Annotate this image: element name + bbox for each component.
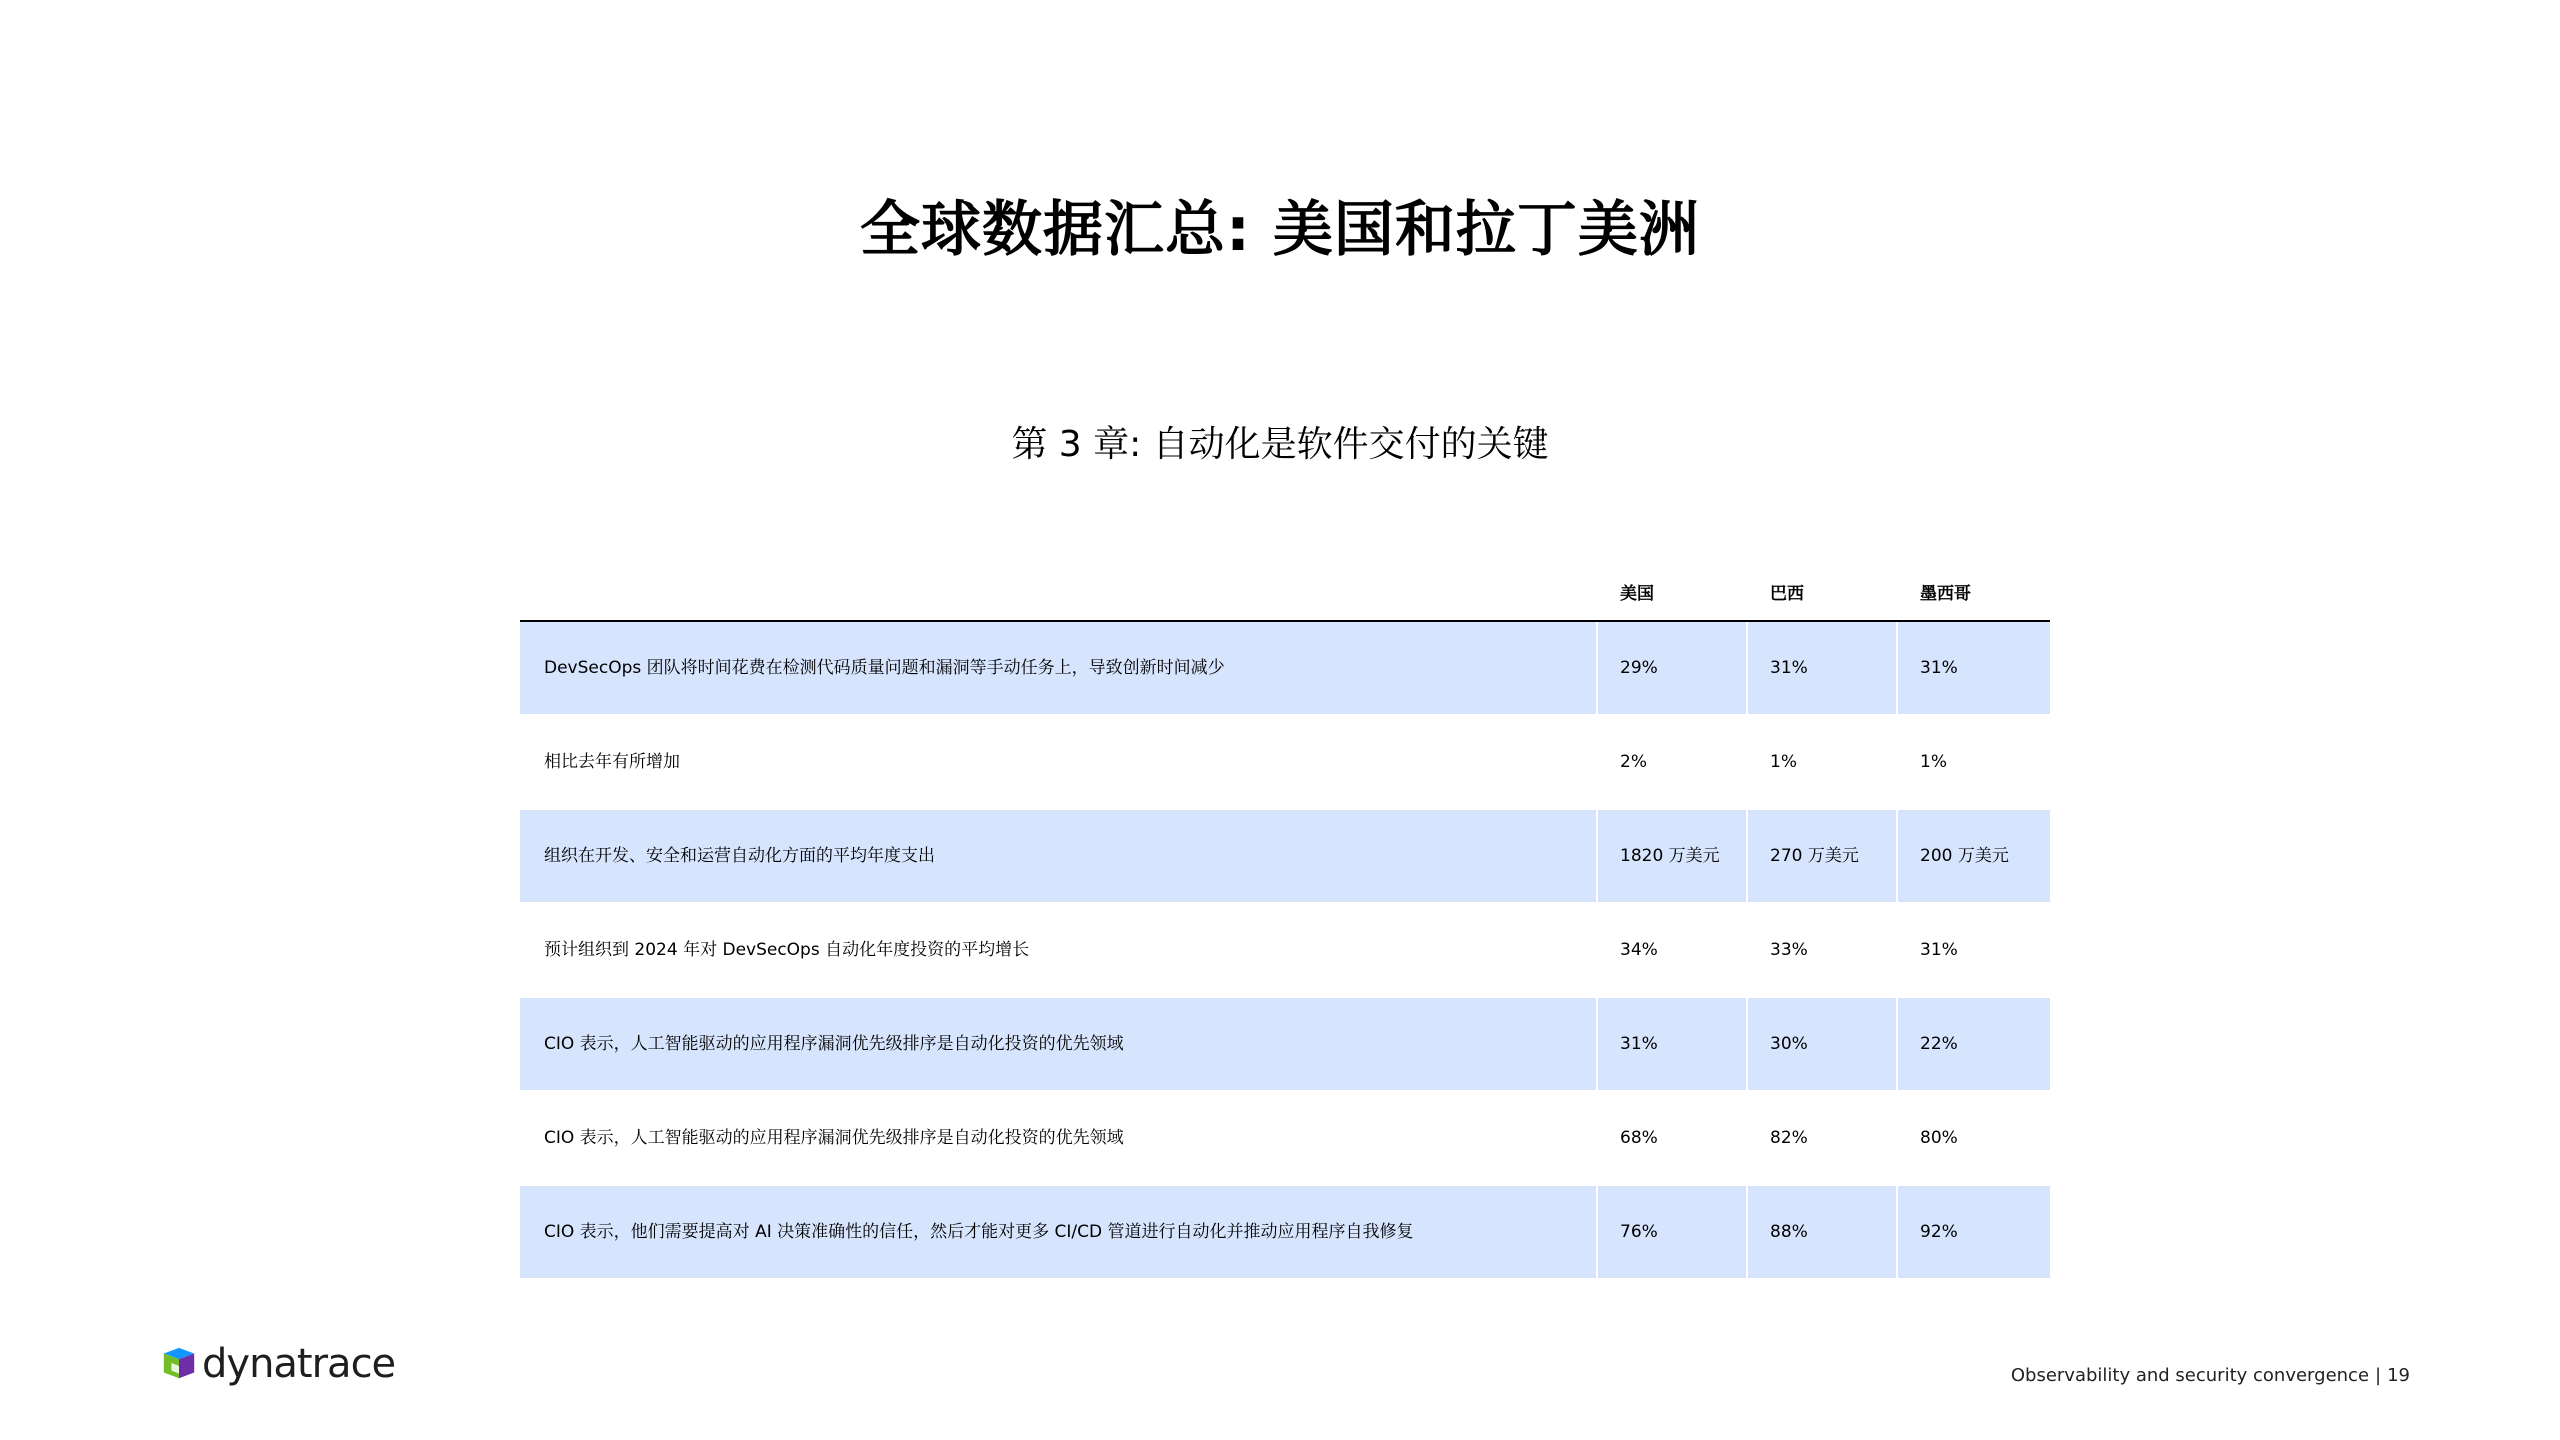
- chapter-title: 第 3 章: 自动化是软件交付的关键: [1011, 424, 1549, 465]
- value-brazil: 30%: [1748, 998, 1896, 1090]
- row-label: CIO 表示，人工智能驱动的应用程序漏洞优先级排序是自动化投资的优先领域: [520, 998, 1596, 1090]
- value-mexico: 1%: [1920, 752, 1947, 772]
- table-row: [520, 1092, 2050, 1186]
- value-mexico: 80%: [1920, 1128, 1958, 1148]
- footer-separator: |: [2375, 1365, 2382, 1386]
- value-brazil: 33%: [1770, 940, 1808, 960]
- value-brazil: 88%: [1748, 1186, 1896, 1278]
- value-usa: 1820 万美元: [1598, 810, 1746, 902]
- table-row: [520, 998, 2050, 1092]
- value-mexico: 31%: [1898, 622, 2050, 714]
- row-label: 预计组织到 2024 年对 DevSecOps 自动化年度投资的平均增长: [544, 940, 1030, 960]
- dynatrace-logo-icon: [160, 1344, 198, 1384]
- table-row: [520, 810, 2050, 904]
- row-label: DevSecOps 团队将时间花费在检测代码质量问题和漏洞等手动任务上，导致创新时间减少: [520, 622, 1596, 714]
- data-table: [520, 570, 2050, 1280]
- value-usa: 34%: [1620, 940, 1658, 960]
- value-brazil: 31%: [1748, 622, 1896, 714]
- row-label: CIO 表示，他们需要提高对 AI 决策准确性的信任，然后才能对更多 CI/CD 管道进行自动化并推动应用程序自我修复: [520, 1186, 1596, 1278]
- column-header-brazil: 巴西: [1770, 584, 1804, 604]
- dynatrace-logo: [160, 1342, 395, 1386]
- value-usa: 2%: [1620, 752, 1647, 772]
- value-usa: 29%: [1598, 622, 1746, 714]
- row-label: CIO 表示，人工智能驱动的应用程序漏洞优先级排序是自动化投资的优先领域: [544, 1128, 1124, 1148]
- table-header: [520, 570, 2050, 622]
- logo-wordmark: dynatrace: [202, 1341, 396, 1387]
- value-usa: 31%: [1598, 998, 1746, 1090]
- value-brazil: 1%: [1770, 752, 1797, 772]
- page-title: 全球数据汇总: 美国和拉丁美洲: [860, 195, 1700, 265]
- value-brazil: 270 万美元: [1748, 810, 1896, 902]
- page-footer: [2011, 1364, 2410, 1388]
- table-row: [520, 622, 2050, 716]
- column-header-mexico: 墨西哥: [1920, 584, 1971, 604]
- report-name: Observability and security convergence: [2010, 1365, 2370, 1386]
- value-mexico: 200 万美元: [1898, 810, 2050, 902]
- value-mexico: 92%: [1898, 1186, 2050, 1278]
- row-label: 组织在开发、安全和运营自动化方面的平均年度支出: [520, 810, 1596, 902]
- column-header-usa: 美国: [1620, 584, 1654, 604]
- table-row: [520, 716, 2050, 810]
- value-usa: 68%: [1620, 1128, 1658, 1148]
- value-usa: 76%: [1598, 1186, 1746, 1278]
- page-number: 19: [2387, 1365, 2410, 1386]
- value-mexico: 31%: [1920, 940, 1958, 960]
- value-mexico: 22%: [1898, 998, 2050, 1090]
- table-row: [520, 904, 2050, 998]
- value-brazil: 82%: [1770, 1128, 1808, 1148]
- table-row: [520, 1186, 2050, 1280]
- row-label: 相比去年有所增加: [544, 752, 680, 772]
